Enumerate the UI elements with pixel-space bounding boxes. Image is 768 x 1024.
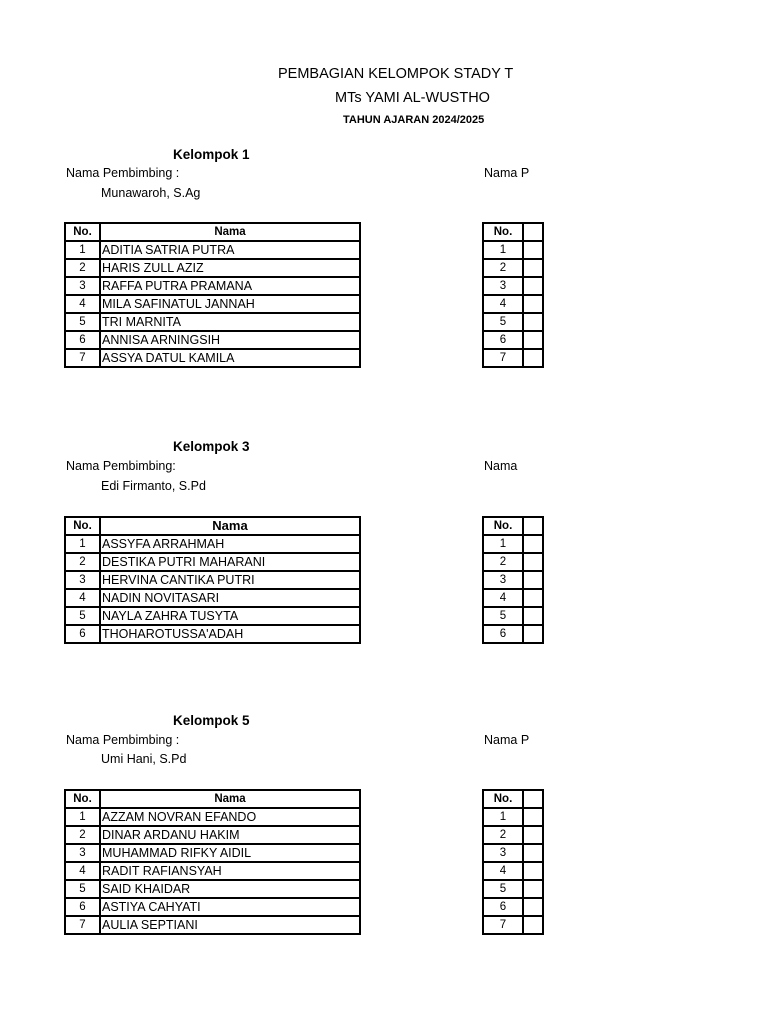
advisor-label: Nama Pembimbing : [66, 733, 180, 747]
table-row [483, 535, 543, 553]
row-number: 3 [65, 844, 100, 862]
row-number: 3 [65, 277, 100, 295]
row-number: 5 [65, 880, 100, 898]
student-name: AULIA SEPTIANI [100, 916, 360, 934]
group-title: Kelompok 1 [173, 147, 250, 162]
table-row [483, 607, 543, 625]
row-number: 3 [483, 571, 523, 589]
advisor-label: Nama P [484, 166, 530, 180]
row-number: 1 [483, 241, 523, 259]
row-number: 4 [65, 862, 100, 880]
row-number: 5 [483, 313, 523, 331]
group-table [482, 789, 544, 935]
student-name: TRI MARNITA [100, 313, 360, 331]
group-title: Kelompok 3 [173, 439, 250, 454]
document-title: PEMBAGIAN KELOMPOK STADY T [278, 66, 514, 82]
table-row [65, 844, 360, 862]
advisor-label: Nama P [484, 733, 530, 747]
row-number: 6 [483, 331, 523, 349]
table-row [65, 259, 360, 277]
table-row [483, 349, 543, 367]
table-row [483, 241, 543, 259]
row-number: 6 [65, 331, 100, 349]
column-header-no: No. [65, 517, 100, 535]
student-name: THOHAROTUSSA'ADAH [100, 625, 360, 643]
advisor-label: Nama Pembimbing : [66, 166, 180, 180]
table-row [65, 313, 360, 331]
student-name: NAYLA ZAHRA TUSYTA [100, 607, 360, 625]
column-header-nama: Nama [100, 790, 360, 808]
table-row [65, 535, 360, 553]
table-row [483, 295, 543, 313]
advisor-label: Nama Pembimbing: [66, 459, 176, 473]
row-number: 7 [65, 349, 100, 367]
row-number: 7 [65, 916, 100, 934]
table-row [65, 625, 360, 643]
student-name: NADIN NOVITASARI [100, 589, 360, 607]
row-number: 4 [483, 589, 523, 607]
group-table [64, 789, 361, 935]
row-number: 1 [483, 808, 523, 826]
student-name: HARIS ZULL AZIZ [100, 259, 360, 277]
student-name: RADIT RAFIANSYAH [100, 862, 360, 880]
table-row [65, 607, 360, 625]
row-number: 6 [483, 625, 523, 643]
row-number: 1 [65, 535, 100, 553]
advisor-name: Edi Firmanto, S.Pd [101, 479, 206, 493]
table-row [65, 826, 360, 844]
table-row [65, 241, 360, 259]
group-table [482, 516, 544, 644]
group-table [64, 516, 361, 644]
student-name: ASSYA DATUL KAMILA [100, 349, 360, 367]
column-header-no: No. [483, 790, 523, 808]
table-row [483, 589, 543, 607]
row-number: 1 [483, 535, 523, 553]
table-row [483, 277, 543, 295]
table-row [65, 808, 360, 826]
table-row [483, 625, 543, 643]
student-name: AZZAM NOVRAN EFANDO [100, 808, 360, 826]
table-row [65, 277, 360, 295]
advisor-name: Umi Hani, S.Pd [101, 752, 187, 766]
student-name: ASSYFA ARRAHMAH [100, 535, 360, 553]
row-number: 4 [483, 862, 523, 880]
column-header-no: No. [65, 790, 100, 808]
row-number: 5 [65, 607, 100, 625]
group-title: Kelompok 5 [173, 713, 250, 728]
group-table [482, 222, 544, 368]
table-row [483, 862, 543, 880]
row-number: 3 [483, 844, 523, 862]
table-row [483, 826, 543, 844]
table-row [65, 331, 360, 349]
student-name: ASTIYA CAHYATI [100, 898, 360, 916]
school-name: MTs YAMI AL-WUSTHO [335, 90, 490, 106]
row-number: 4 [65, 589, 100, 607]
table-row [65, 898, 360, 916]
row-number: 2 [65, 553, 100, 571]
column-header-nama: Nama [100, 223, 360, 241]
student-name: ANNISA ARNINGSIH [100, 331, 360, 349]
table-row [65, 880, 360, 898]
row-number: 2 [65, 826, 100, 844]
row-number: 7 [483, 916, 523, 934]
column-header-no: No. [65, 223, 100, 241]
student-name: DINAR ARDANU HAKIM [100, 826, 360, 844]
table-row [483, 808, 543, 826]
row-number: 4 [65, 295, 100, 313]
row-number: 6 [483, 898, 523, 916]
table-row [65, 553, 360, 571]
row-number: 2 [483, 553, 523, 571]
row-number: 6 [65, 625, 100, 643]
student-name: MUHAMMAD RIFKY AIDIL [100, 844, 360, 862]
student-name: ADITIA SATRIA PUTRA [100, 241, 360, 259]
group-table [64, 222, 361, 368]
table-row [483, 313, 543, 331]
row-number: 3 [65, 571, 100, 589]
row-number: 3 [483, 277, 523, 295]
table-row [483, 259, 543, 277]
student-name: DESTIKA PUTRI MAHARANI [100, 553, 360, 571]
student-name: HERVINA CANTIKA PUTRI [100, 571, 360, 589]
column-header-no: No. [483, 223, 523, 241]
table-row [483, 331, 543, 349]
advisor-name: Munawaroh, S.Ag [101, 186, 201, 200]
table-row [483, 844, 543, 862]
student-name: SAID KHAIDAR [100, 880, 360, 898]
table-row [483, 898, 543, 916]
table-row [65, 862, 360, 880]
table-row [65, 295, 360, 313]
advisor-label: Nama [484, 459, 518, 473]
row-number: 5 [483, 880, 523, 898]
row-number: 4 [483, 295, 523, 313]
row-number: 1 [65, 808, 100, 826]
row-number: 7 [483, 349, 523, 367]
row-number: 1 [65, 241, 100, 259]
table-row [483, 571, 543, 589]
table-row [65, 571, 360, 589]
student-name: RAFFA PUTRA PRAMANA [100, 277, 360, 295]
table-row [483, 880, 543, 898]
student-name: MILA SAFINATUL JANNAH [100, 295, 360, 313]
row-number: 5 [65, 313, 100, 331]
row-number: 2 [65, 259, 100, 277]
row-number: 2 [483, 259, 523, 277]
table-row [483, 916, 543, 934]
table-row [483, 553, 543, 571]
academic-year: TAHUN AJARAN 2024/2025 [343, 114, 485, 126]
table-row [65, 589, 360, 607]
table-row [65, 349, 360, 367]
row-number: 2 [483, 826, 523, 844]
row-number: 5 [483, 607, 523, 625]
column-header-nama: Nama [100, 517, 360, 535]
column-header-no: No. [483, 517, 523, 535]
table-row [65, 916, 360, 934]
row-number: 6 [65, 898, 100, 916]
